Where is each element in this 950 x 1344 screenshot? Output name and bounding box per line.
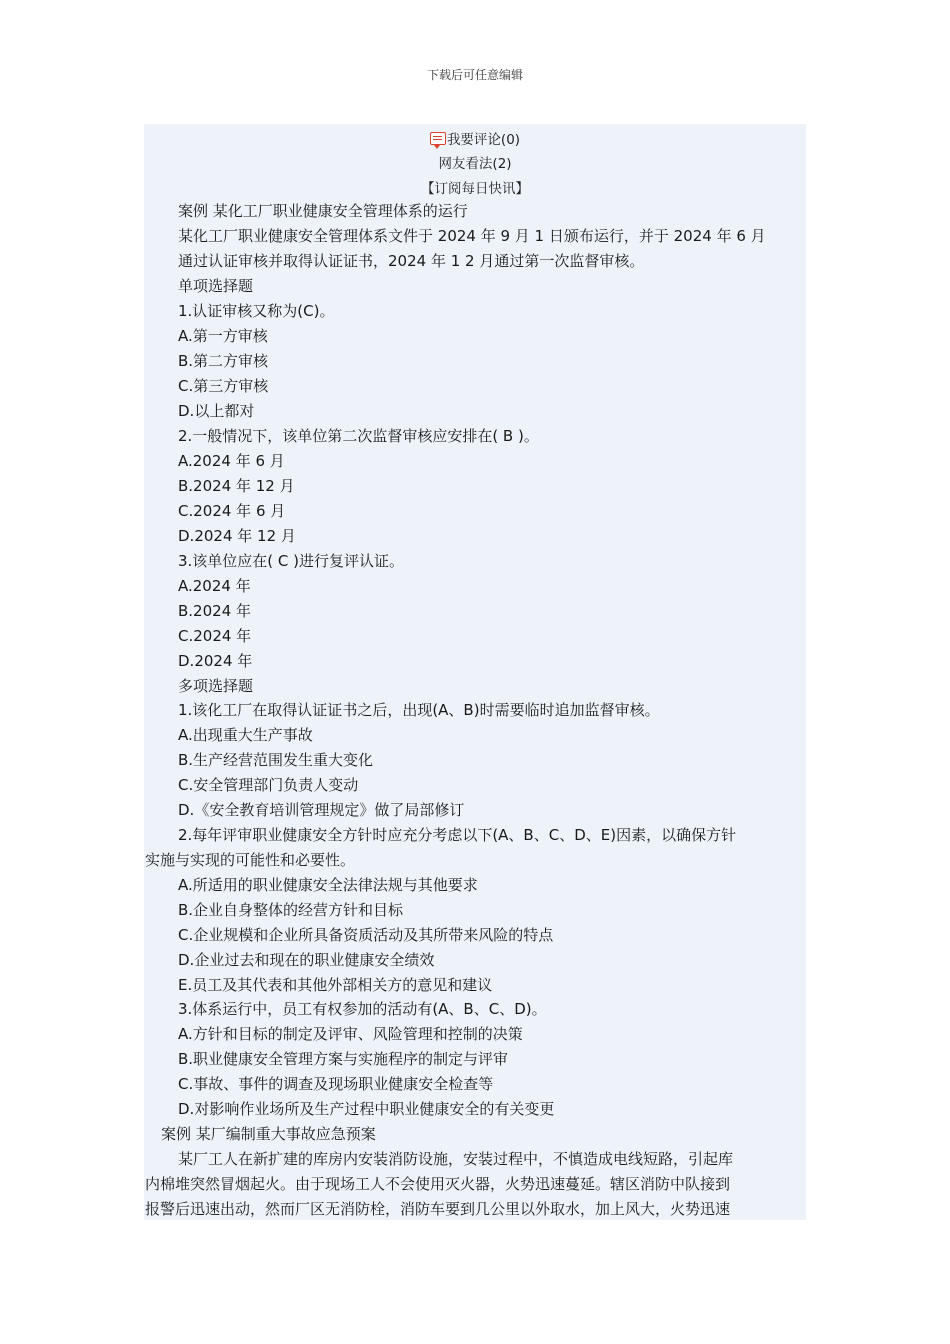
option: C.2024 年 6 月 — [178, 502, 286, 520]
comment-link-label: 我要评论(0) — [446, 132, 521, 148]
question-continued: 实施与实现的可能性和必要性。 — [145, 851, 356, 869]
option: D.以上都对 — [178, 402, 255, 420]
option: A.2024 年 — [178, 577, 251, 595]
option: A.出现重大生产事故 — [178, 726, 313, 744]
case-title: 案例 某厂编制重大事故应急预案 — [161, 1125, 376, 1143]
download-note: 下载后可任意编辑 — [426, 68, 523, 82]
case-title: 案例 某化工厂职业健康安全管理体系的运行 — [178, 202, 468, 220]
option: B.生产经营范围发生重大变化 — [178, 751, 374, 769]
option: A.所适用的职业健康安全法律法规与其他要求 — [178, 876, 478, 894]
question: 2.每年评审职业健康安全方针时应充分考虑以下(A、B、C、D、E)因素，以确保方针 — [178, 826, 737, 844]
question: 1.认证审核又称为(C)。 — [178, 302, 335, 320]
option: D.对影响作业场所及生产过程中职业健康安全的有关变更 — [178, 1100, 555, 1118]
option: B.第二方审核 — [178, 352, 269, 370]
comment-icon — [430, 132, 446, 145]
option: C.企业规模和企业所具备资质活动及其所带来风险的特点 — [178, 926, 554, 944]
paragraph-line: 内棉堆突然冒烟起火。由于现场工人不会使用灭火器，火势迅速蔓延。辖区消防中队接到 — [145, 1175, 731, 1193]
option: C.第三方审核 — [178, 377, 269, 395]
option: C.安全管理部门负责人变动 — [178, 776, 359, 794]
option: B.职业健康安全管理方案与实施程序的制定与评审 — [178, 1050, 509, 1068]
option: B.2024 年 12 月 — [178, 477, 295, 495]
comment-link[interactable] — [144, 128, 806, 148]
subscribe-link[interactable]: 【订阅每日快讯】 — [421, 181, 529, 197]
question: 3.体系运行中，员工有权参加的活动有(A、B、C、D)。 — [178, 1000, 547, 1018]
section-heading: 单项选择题 — [178, 277, 254, 295]
option: B.2024 年 — [178, 602, 252, 620]
article-panel — [144, 124, 806, 1220]
views-link[interactable]: 网友看法(2) — [438, 156, 512, 172]
option: D.《安全教育培训管理规定》做了局部修订 — [178, 801, 465, 819]
option: C.2024 年 — [178, 627, 252, 645]
option: E.员工及其代表和其他外部相关方的意见和建议 — [178, 976, 493, 994]
option: A.第一方审核 — [178, 327, 268, 345]
option: A.2024 年 6 月 — [178, 452, 285, 470]
option: A.方针和目标的制定及评审、风险管理和控制的决策 — [178, 1025, 523, 1043]
paragraph-line: 某化工厂职业健康安全管理体系文件于 2024 年 9 月 1 日颁布运行，并于 2024 年 6 月 — [178, 227, 766, 245]
option: B.企业自身整体的经营方针和目标 — [178, 901, 404, 919]
option: C.事故、事件的调查及现场职业健康安全检查等 — [178, 1075, 494, 1093]
section-heading: 多项选择题 — [178, 677, 254, 695]
paragraph-line: 某厂工人在新扩建的库房内安装消防设施，安装过程中，不慎造成电线短路，引起库 — [178, 1150, 734, 1168]
option: D.2024 年 — [178, 652, 253, 670]
question: 1.该化工厂在取得认证证书之后，出现(A、B)时需要临时追加监督审核。 — [178, 701, 660, 719]
question: 2.一般情况下，该单位第二次监督审核应安排在( B )。 — [178, 427, 539, 445]
question: 3.该单位应在( C )进行复评认证。 — [178, 552, 405, 570]
paragraph-line: 报警后迅速出动，然而厂区无消防栓，消防车要到几公里以外取水，加上风大，火势迅速 — [145, 1200, 731, 1218]
option: D.2024 年 12 月 — [178, 527, 296, 545]
option: D.企业过去和现在的职业健康安全绩效 — [178, 951, 435, 969]
paragraph-line: 通过认证审核并取得认证证书，2024 年 1 2 月通过第一次监督审核。 — [178, 252, 645, 270]
